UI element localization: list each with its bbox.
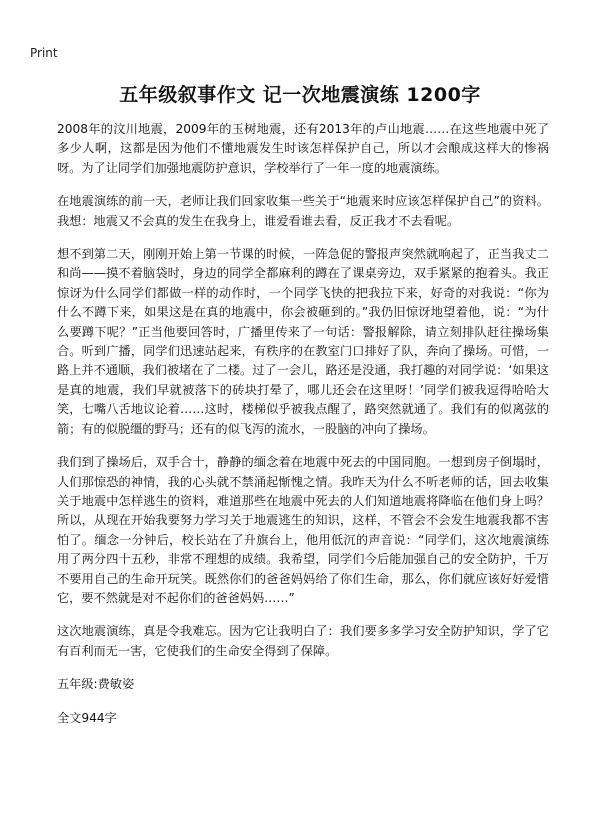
print-link[interactable]: Print <box>30 46 58 60</box>
paragraph-5: 这次地震演练，真是令我难忘。因为它让我明白了：我们要多多学习安全防护知识，学了它有百利而无一害，它使我们的生命安全得到了保障。 <box>57 624 549 658</box>
article-body <box>57 120 549 742</box>
author-line: 五年级:费敏姿 <box>57 677 135 692</box>
paragraph-1: 2008年的汶川地震，2009年的玉树地震，还有2013年的卢山地震……在这些地震中死了多少人啊，这都是因为他们不懂地震发生时该怎样保护自己，所以才会酿成这样大的惨祸呀。为了让同学们加强地震防护意识，学校举行了一年一度的地震演练。 <box>57 122 549 175</box>
paragraph-2: 在地震演练的前一天，老师让我们回家收集一些关于“地震来时应该怎样保护自己”的资料。我想：地震又不会真的发生在我身上，谁爱看谁去看，反正我才不去看呢。 <box>57 194 549 228</box>
paragraph-4: 我们到了操场后，双手合十，静静的缅念着在地震中死去的中国同胞。一想到房子倒塌时，人们那惊恐的神情，我的心头就不禁涌起惭愧之情。我昨天为什么不听老师的话，回去收集关于地震中怎样逃生的资料，难道那些在地震中死去的人们知道地震将降临在他们身上吗？所以，从现在开始我要努力学习关于地震逃生的知识，这样，不管会不会发生地震我都不害怕了。缅念一分钟后，校长站在了升旗台上，他用低沉的声音说：“同学们，这次地震演练用了两分四十五秒，非常不理想的成绩。我希望，同学们今后能加强自己的安全防护，千万不要用自己的生命开玩笑。既然你们的爸爸妈妈给了你们生命，那么，你们就应该好好爱惜它，要不然就是对不起你们的爸爸妈妈……” <box>57 455 549 605</box>
word-count: 全文944字 <box>57 710 117 725</box>
paragraph-3: 想不到第二天，刚刚开始上第一节课的时候，一阵急促的警报声突然就响起了，正当我丈二和尚——摸不着脑袋时，身边的同学全都麻利的蹲在了课桌旁边，双手紧紧的抱着头。我正惊讶为什么同学们都做一样的动作时，一个同学飞快的把我拉下来，好奇的对我说：“你为什么不蹲下来，如果这是在真的地震中，你会被砸到的。”我仍旧惊讶地望着他，说：“为什么要蹲下呢？”正当他要回答时，广播里传来了一句话：警报解除，请立刻排队赶往操场集合。听到广播，同学们迅速站起来，有秩序的在教室门口排好了队，奔向了操场。可惜，一路上并不通顺，我们被堵在了二楼。过了一会儿，路还是没通，我打趣的对同学说：‘如果这是真的地震，我们早就被落下的砖块打晕了，哪儿还会在这里呀！’同学们被我逗得哈哈大笑，七嘴八舌地议论着……这时，楼梯似乎被我点醒了，路突然就通了。我们有的似离弦的箭；有的似脱缰的野马；还有的似飞泻的流水，一股脑的冲向了操场。 <box>57 247 549 436</box>
article-title: 五年级叙事作文 记一次地震演练 1200字 <box>119 84 481 106</box>
